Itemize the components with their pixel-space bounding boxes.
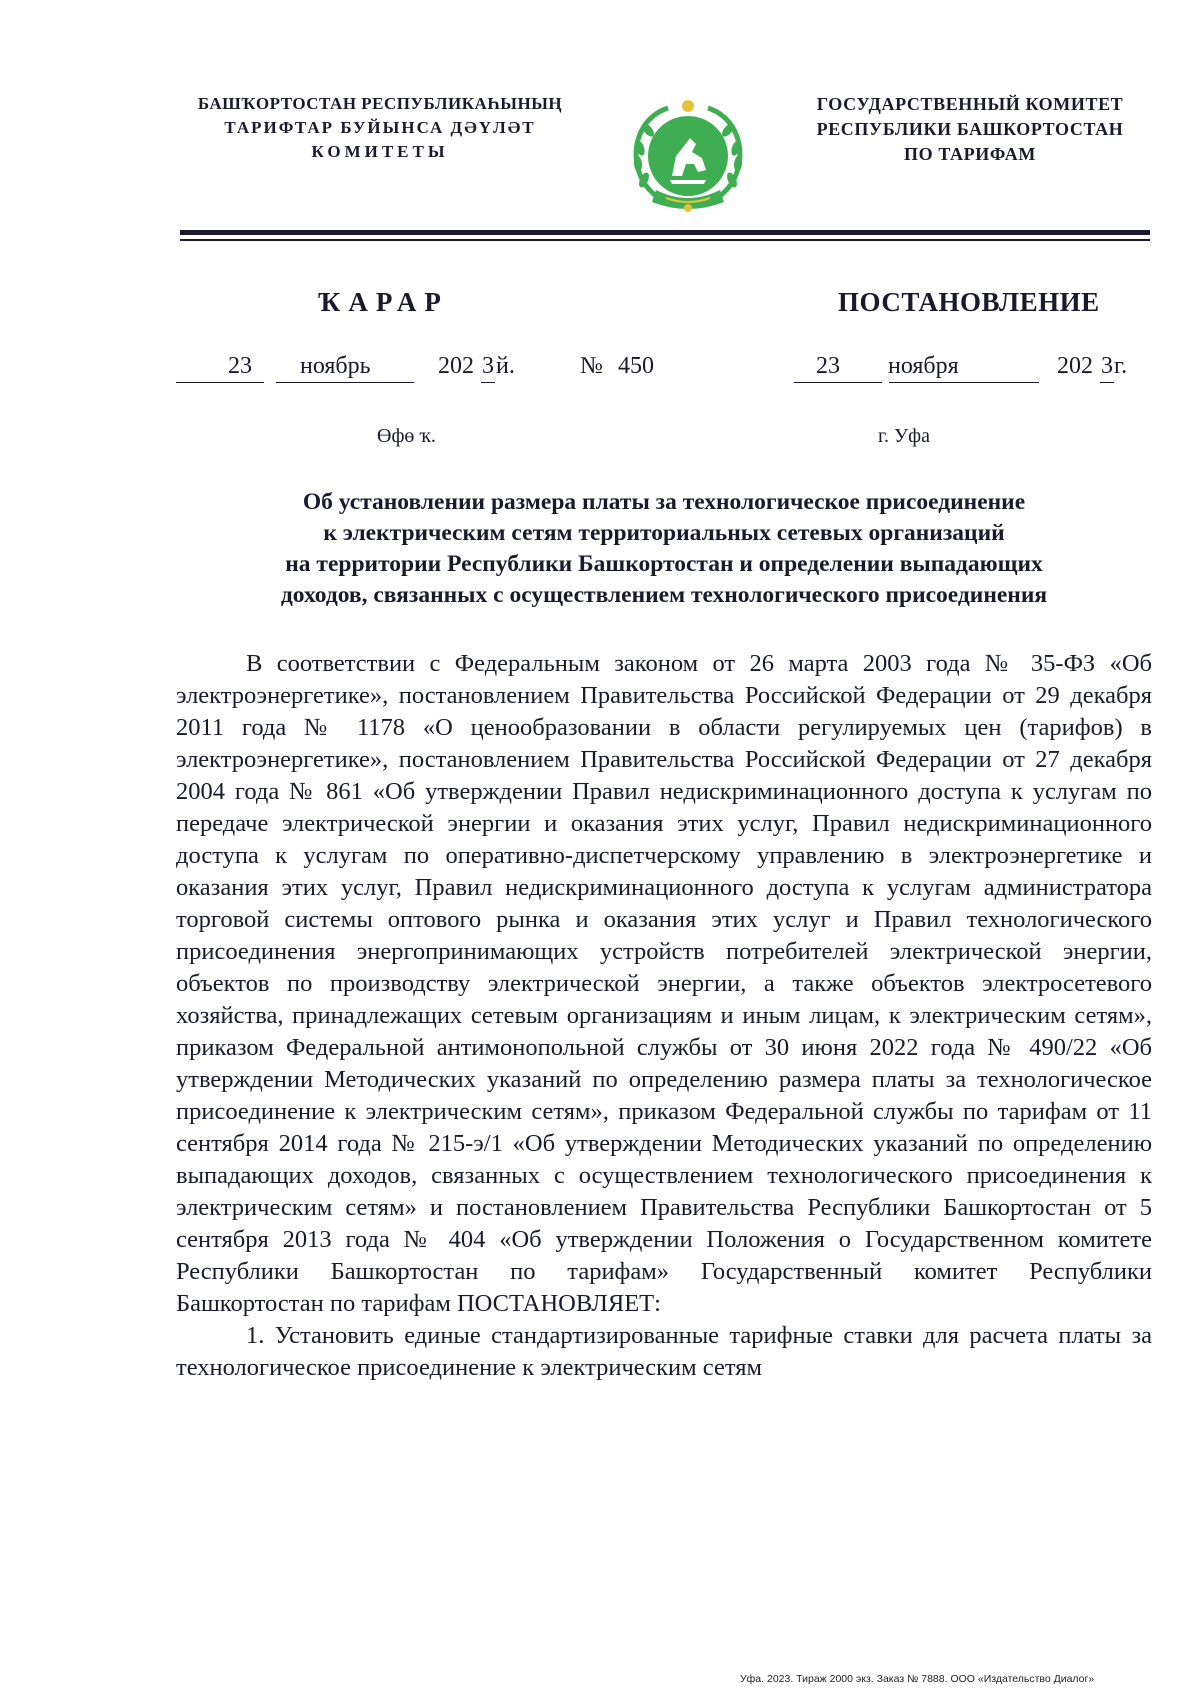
title-line: к электрическим сетям территориальных сетевых организаций — [323, 520, 1005, 546]
place-russian: г. Уфа — [878, 425, 930, 447]
doc-type-bashkir: ҠАРАР — [318, 287, 449, 317]
header-left-line: БАШҠОРТОСТАН РЕСПУБЛИКАҺЫНЫҢ — [197, 94, 563, 113]
document-title — [176, 487, 1152, 611]
coat-of-arms-emblem-icon — [626, 98, 750, 216]
body-paragraph-item-1: 1. Установить единые стандартизированные тарифные ставки для расчета платы за технологическое присоединение к электрическим сетям — [176, 1322, 1152, 1381]
title-line: на территории Республики Башкортостан и определении выпадающих — [285, 551, 1043, 577]
date-right-year-digit: 3 — [1101, 353, 1113, 379]
date-right-month: ноября — [888, 353, 959, 379]
header-left-line: ТАРИФТАР БУЙЫНСА ДӘҮЛӘТ — [224, 117, 536, 137]
header-right-line: ГОСУДАРСТВЕННЫЙ КОМИТЕТ — [816, 94, 1124, 114]
date-left-year-digit: 3 — [482, 353, 494, 379]
number-sign: № — [580, 353, 603, 379]
title-line: Об установлении размера платы за технологическое присоединение — [302, 489, 1026, 515]
date-right-year-prefix: 202 — [1057, 353, 1093, 379]
header-right-line: РЕСПУБЛИКИ БАШКОРТОСТАН — [816, 119, 1124, 140]
date-left-suffix: й. — [496, 353, 515, 379]
print-imprint: Уфа. 2023. Тираж 2000 экз. Заказ № 7888. ООО «Издательство Диалог» — [740, 1673, 1095, 1685]
doc-type-russian: ПОСТАНОВЛЕНИЕ — [838, 287, 1100, 317]
body-paragraph-preamble: В соответствии с Федеральным законом от 26 марта 2003 года № 35-ФЗ «Об электроэнергетике», постановлением Правительства Российской Федерации от 29 декабря 2011 года № 1178 «О ценообразовании в области регулируемых цен (тарифов) в электроэнергетике», постановлением Правительства Российской Федерации от 27 декабря 2004 года № 861 «Об утверждении Правил недискриминационного доступа к услугам по передаче электрической энергии и оказания этих услуг, Правил недискриминационного доступа к услугам по оперативно-диспетчерскому управлению в электроэнергетике и оказания этих услуг, Правил недискриминационного доступа к услугам администратора торговой системы оптового рынка и оказания этих услуг и Правил технологического присоединения энергопринимающих устройств потребителей электрической энергии, объектов по производству электрической энергии, а также объектов электросетевого хозяйства, принадлежащих сетевым организациям и иным лицам, к электрическим сетям», приказом Федеральной антимонопольной службы от 30 июня 2022 года № 490/22 «Об утверждении Методических указаний по определению размера платы за технологическое присоединение к электрическим сетям», приказом Федеральной службы по тарифам от 11 сентября 2014 года № 215-э/1 «Об утверждении Методических указаний по определению выпадающих доходов, связанных с осуществлением технологического присоединения к электрическим сетям» и постановлением Правительства Республики Башкортостан от 5 сентября 2013 года № 404 «Об утверждении Положения о Государственном комитете Республики Башкортостан по тарифам» Государственный комитет Республики Башкортостан по тарифам ПОСТАНОВЛЯЕТ: — [176, 650, 1152, 1317]
date-left-year-prefix: 202 — [438, 353, 474, 379]
date-right — [794, 350, 1152, 382]
document-body — [176, 648, 1152, 1384]
header-left-line: КОМИТЕТЫ — [311, 141, 449, 161]
header-left-bashkir — [170, 92, 590, 163]
header-divider-thick — [180, 230, 1150, 235]
date-left — [176, 350, 560, 382]
date-right-suffix: г. — [1114, 353, 1128, 379]
place-bashkir: Өфө ҡ. — [377, 425, 436, 447]
title-line: доходов, связанных с осуществлением технологического присоединения — [280, 582, 1048, 608]
date-right-day: 23 — [816, 353, 840, 379]
header-divider-thin — [180, 239, 1150, 241]
date-left-day: 23 — [228, 353, 252, 379]
date-left-month: ноябрь — [300, 353, 371, 379]
header-right-line: ПО ТАРИФАМ — [904, 144, 1036, 165]
header-right-russian — [790, 92, 1150, 168]
document-number: 450 — [618, 353, 654, 379]
